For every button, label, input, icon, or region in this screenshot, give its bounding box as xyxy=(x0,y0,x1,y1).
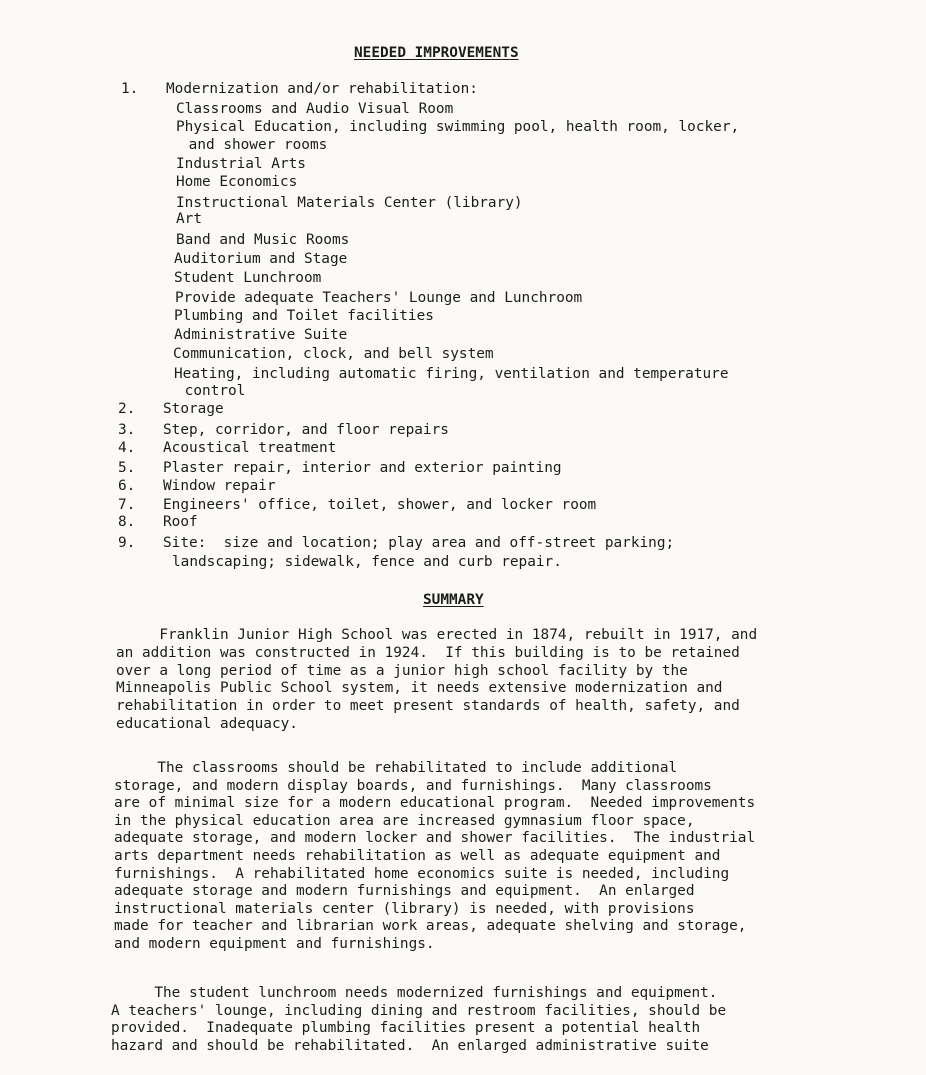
paragraph-line: over a long period of time as a junior high school facility by the xyxy=(116,663,688,679)
item-text: Storage xyxy=(163,401,224,417)
sub-item: Physical Education, including swimming pool, health room, locker, xyxy=(176,119,740,135)
sub-item: Instructional Materials Center (library) xyxy=(176,195,523,211)
item-number: 2. xyxy=(118,401,136,417)
paragraph-line: The classrooms should be rehabilitated to include additional xyxy=(114,760,678,776)
item-number: 5. xyxy=(118,460,136,476)
item-number: 6. xyxy=(118,478,136,494)
paragraph-line: Minneapolis Public School system, it needs extensive modernization and xyxy=(116,680,723,696)
sub-item: Art xyxy=(176,211,202,227)
item-text: Acoustical treatment xyxy=(163,440,337,456)
summary-heading: SUMMARY xyxy=(423,592,484,608)
paragraph-line: A teachers' lounge, including dining and restroom facilities, should be xyxy=(111,1003,727,1019)
item-9-continuation: landscaping; sidewalk, fence and curb repair. xyxy=(172,554,562,570)
paragraph-line: educational adequacy. xyxy=(116,716,298,732)
paragraph-line: adequate storage, and modern locker and shower facilities. The industrial xyxy=(114,830,756,846)
paragraph-line: provided. Inadequate plumbing facilities present a potential health xyxy=(111,1020,701,1036)
sub-item: Plumbing and Toilet facilities xyxy=(174,308,434,324)
item-text: Site: size and location; play area and off-street parking; xyxy=(163,535,675,551)
paragraph-line: are of minimal size for a modern educational program. Needed improvements xyxy=(114,795,756,811)
sub-item: Heating, including automatic firing, ventilation and temperature xyxy=(174,366,729,382)
paragraph-line: an addition was constructed in 1924. If this building is to be retained xyxy=(116,645,740,661)
paragraph-line: and modern equipment and furnishings. xyxy=(114,936,435,952)
sub-item: Administrative Suite xyxy=(174,327,348,343)
paragraph-line: storage, and modern display boards, and furnishings. Many classrooms xyxy=(114,778,712,794)
item-text: Window repair xyxy=(163,478,276,494)
item-text: Engineers' office, toilet, shower, and locker room xyxy=(163,497,597,513)
item-text: Roof xyxy=(163,514,198,530)
sub-item: control xyxy=(176,383,246,399)
sub-item: Student Lunchroom xyxy=(174,270,322,286)
page-title: NEEDED IMPROVEMENTS xyxy=(354,45,519,61)
paragraph-line: in the physical education area are increased gymnasium floor space, xyxy=(114,813,695,829)
sub-item: Industrial Arts xyxy=(176,156,306,172)
paragraph-line: Franklin Junior High School was erected in 1874, rebuilt in 1917, and xyxy=(116,627,758,643)
item-1-label: Modernization and/or rehabilitation: xyxy=(166,81,478,97)
sub-item: Auditorium and Stage xyxy=(174,251,348,267)
paragraph-line: arts department needs rehabilitation as well as adequate equipment and xyxy=(114,848,721,864)
sub-item: and shower rooms xyxy=(180,137,328,153)
sub-item: Provide adequate Teachers' Lounge and Lunchroom xyxy=(175,290,583,306)
item-text: Plaster repair, interior and exterior painting xyxy=(163,460,562,476)
item-1-number: 1. xyxy=(121,81,139,97)
item-number: 4. xyxy=(118,440,136,456)
paragraph-line: adequate storage and modern furnishings and equipment. An enlarged xyxy=(114,883,695,899)
paragraph-line: instructional materials center (library) is needed, with provisions xyxy=(114,901,695,917)
paragraph-line: furnishings. A rehabilitated home economics suite is needed, including xyxy=(114,866,730,882)
item-text: Step, corridor, and floor repairs xyxy=(163,422,449,438)
sub-item: Classrooms and Audio Visual Room xyxy=(176,101,454,117)
paragraph-line: rehabilitation in order to meet present standards of health, safety, and xyxy=(116,698,740,714)
paragraph-line: hazard and should be rehabilitated. An enlarged administrative suite xyxy=(111,1038,709,1054)
item-number: 7. xyxy=(118,497,136,513)
item-number: 3. xyxy=(118,422,136,438)
paragraph-line: made for teacher and librarian work areas, adequate shelving and storage, xyxy=(114,918,747,934)
item-number: 9. xyxy=(118,535,136,551)
sub-item: Communication, clock, and bell system xyxy=(173,346,494,362)
sub-item: Band and Music Rooms xyxy=(176,232,350,248)
paragraph-line: The student lunchroom needs modernized furnishings and equipment. xyxy=(111,985,718,1001)
item-number: 8. xyxy=(118,514,136,530)
sub-item: Home Economics xyxy=(176,174,298,190)
